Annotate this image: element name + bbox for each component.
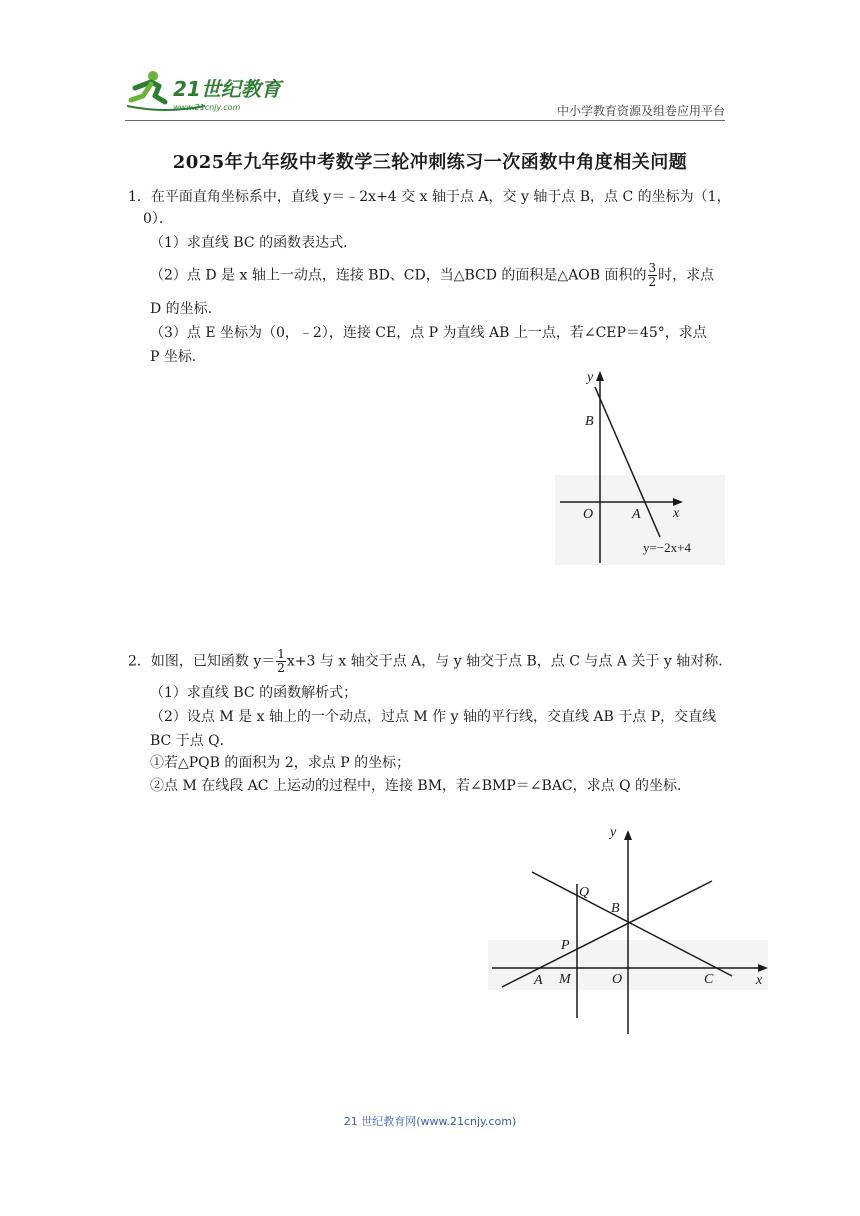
q2-label-b: B — [611, 901, 620, 916]
logo-text: 21世纪教育 — [173, 77, 281, 101]
q1-fraction — [648, 262, 658, 289]
q1-frac-den: 2 — [648, 275, 657, 289]
q2-line1-text: 2．如图，已知函数 y＝ — [128, 653, 276, 670]
q2-line1 — [128, 648, 732, 675]
q1-line-equation: y=−2x+4 — [643, 540, 691, 555]
q2-fraction — [276, 648, 286, 675]
site-logo — [125, 66, 295, 116]
q2-subpart2: ②点 M 在线段 AC 上运动的过程中，连接 BM，若∠BMP＝∠BAC，求点 Q 的坐标． — [150, 778, 692, 794]
q1-part2-tail: 时，求点 — [658, 267, 715, 284]
platform-name: 中小学教育资源及组卷应用平台 — [556, 104, 725, 118]
q1-label-y: y — [587, 370, 594, 385]
q2-part2-cont: BC 于点 Q． — [150, 733, 234, 749]
header-rule — [125, 120, 725, 121]
q2-subpart1: ①若△PQB 的面积为 2，求点 P 的坐标； — [150, 755, 411, 771]
q2-part1: （1）求直线 BC 的函数解析式； — [150, 685, 358, 701]
q1-part2-text: （2）点 D 是 x 轴上一动点，连接 BD、CD，当△BCD 的面积是△AOB 面积的 — [150, 267, 647, 284]
q2-label-m: M — [559, 972, 571, 987]
q1-label-x: x — [673, 506, 680, 521]
q2-part2: （2）设点 M 是 x 轴上的一个动点，过点 M 作 y 轴的平行线，交直线 AB 于点 P，交直线 — [150, 709, 717, 725]
q2-frac-num: 1 — [277, 647, 285, 661]
q1-part2-cont: D 的坐标． — [150, 301, 222, 317]
logo-url: www.21cnjy.com — [173, 103, 241, 112]
q1-part3: （3）点 E 坐标为（0，﹣2），连接 CE，点 P 为直线 AB 上一点，若∠CEP＝45°，求点 — [150, 325, 707, 341]
q2-line1-tail: x+3 与 x 轴交于点 A，与 y 轴交于点 B，点 C 与点 A 关于 y 轴对称． — [286, 653, 733, 670]
q1-part2 — [150, 262, 714, 289]
q1-label-o: O — [583, 507, 594, 522]
q1-part1: （1）求直线 BC 的函数表达式． — [150, 235, 358, 251]
q2-label-x: x — [756, 973, 763, 988]
q2-y-arrow — [624, 830, 632, 840]
q1-y-arrow — [596, 371, 604, 381]
q2-label-p: P — [561, 938, 570, 953]
q1-part3-cont: P 坐标． — [150, 349, 206, 365]
q1-line1: 1．在平面直角坐标系中，直线 y＝﹣2x+4 交 x 轴于点 A，交 y 轴于点 B，点 C 的坐标为（1， — [128, 189, 731, 205]
page-header — [125, 66, 725, 120]
q1-figure — [555, 365, 735, 565]
q1-line2: 0）． — [143, 211, 173, 227]
q2-label-c: C — [704, 972, 714, 987]
q1-frac-num: 3 — [648, 261, 657, 275]
q1-label-b: B — [585, 414, 594, 429]
page-title: 2025年九年级中考数学三轮冲刺练习一次函数中角度相关问题 — [172, 152, 688, 173]
page-footer[interactable]: 21 世纪教育网(www.21cnjy.com) — [343, 1115, 517, 1128]
q2-label-a: A — [534, 973, 543, 988]
q2-figure — [488, 820, 773, 1040]
q2-label-y: y — [610, 825, 617, 840]
q2-label-q: Q — [579, 885, 590, 900]
q2-label-o: O — [612, 972, 623, 987]
q1-label-a: A — [632, 507, 641, 522]
q2-frac-den: 2 — [277, 661, 285, 675]
